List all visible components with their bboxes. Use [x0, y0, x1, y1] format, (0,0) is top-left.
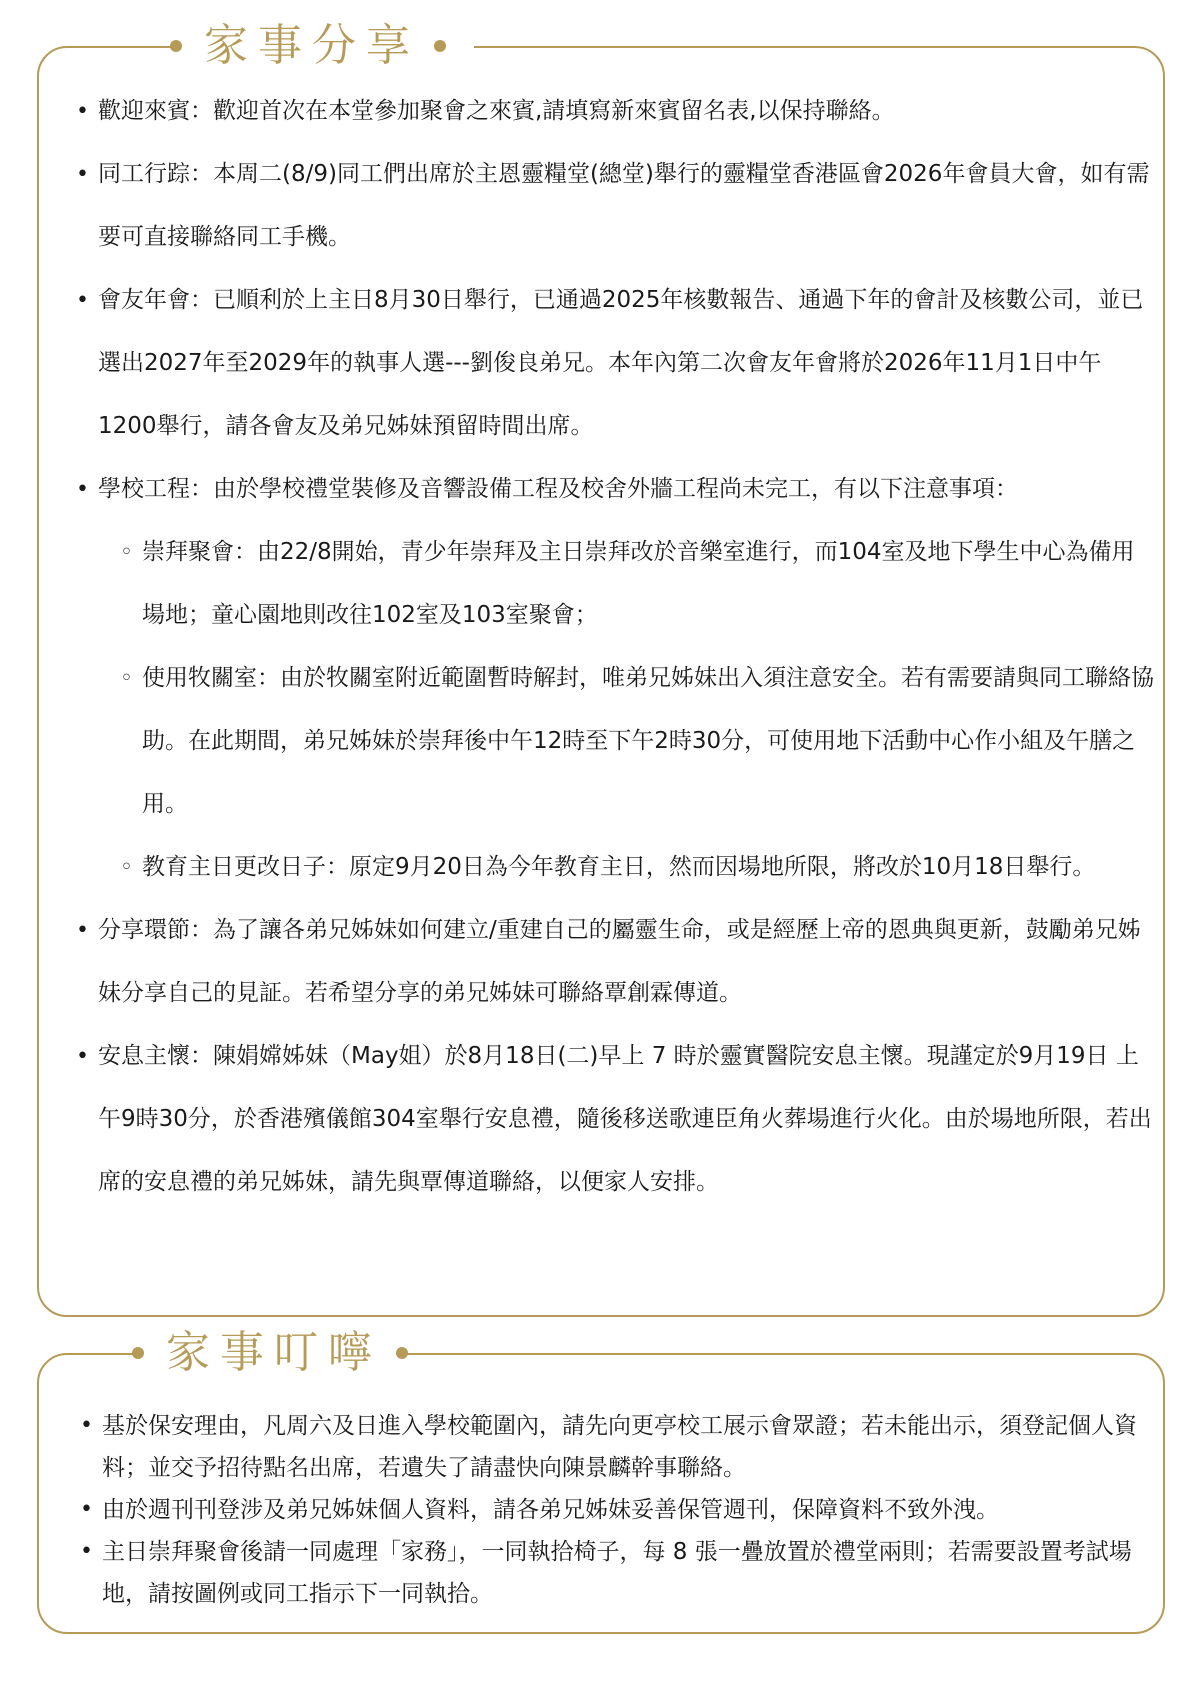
list-item	[76, 458, 1156, 899]
item-text: 學校工程：由於學校禮堂裝修及音響設備工程及校舍外牆工程尚未完工，有以下注意事項：	[98, 476, 1018, 502]
sub-list	[98, 521, 1156, 899]
sub-item-text: 教育主日更改日子：原定9月20日為今年教育主日，然而因場地所限，將改於10月18日舉行。	[142, 854, 1096, 880]
sub-item-text: 使用牧關室：由於牧關室附近範圍暫時解封，唯弟兄姊妹出入須注意安全。若有需要請與同工聯絡協助。在此期間，弟兄姊妹於崇拜後中午12時至下午2時30分，可使用地下活動中心作小組及午膳之用。	[142, 665, 1154, 817]
item-text: 基於保安理由，凡周六及日進入學校範圍內，請先向更亭校工展示會眾證；若未能出示，須登記個人資料；並交予招待點名出席，若遺失了請盡快向陳景麟幹事聯絡。	[102, 1413, 1137, 1481]
item-text: 主日崇拜聚會後請一同處理「家務」，一同執拾椅子，每 8 張一疊放置於禮堂兩則；若需要設置考試場地，請按圖例或同工指示下一同執拾。	[102, 1539, 1132, 1607]
section-title-bar	[132, 1323, 408, 1383]
title-dot-right	[396, 1347, 408, 1359]
title-dot-left	[132, 1347, 144, 1359]
list-item	[80, 1489, 1150, 1531]
sub-list-item	[98, 836, 1156, 899]
list-item	[76, 269, 1156, 458]
item-text: 分享環節：為了讓各弟兄姊妹如何建立/重建自己的屬靈生命，或是經歷上帝的恩典與更新，鼓勵弟兄姊妹分享自己的見証。若希望分享的弟兄姊妹可聯絡覃創霖傳道。	[98, 917, 1141, 1006]
item-text: 會友年會：已順利於上主日8月30日舉行，已通過2025年核數報告、通過下年的會計及核數公司，並已選出2027年至2029年的執事人選---劉俊良弟兄。本年內第二次會友年會將於2026年11月1日中午1200舉行，請各會友及弟兄姊妹預留時間出席。	[98, 287, 1144, 439]
list-item	[80, 1405, 1150, 1489]
section-title: 家事叮嚀	[144, 1323, 396, 1383]
section-title: 家事分享	[182, 16, 434, 76]
item-text: 歡迎來賓：歡迎首次在本堂參加聚會之來賓,請填寫新來賓留名表,以保持聯絡。	[98, 98, 895, 124]
list-item	[76, 899, 1156, 1025]
reminder-list	[80, 1405, 1150, 1615]
item-text: 由於週刊刊登涉及弟兄姊妹個人資料，請各弟兄姊妹妥善保管週刊，保障資料不致外洩。	[102, 1497, 999, 1523]
list-item	[76, 80, 1156, 143]
title-dot-left	[170, 40, 182, 52]
sub-list-item	[98, 647, 1156, 836]
item-text: 同工行踪：本周二(8/9)同工們出席於主恩靈糧堂(總堂)舉行的靈糧堂香港區會2026年會員大會，如有需要可直接聯絡同工手機。	[98, 161, 1150, 250]
list-item	[80, 1531, 1150, 1615]
list-item	[76, 143, 1156, 269]
section-title-bar	[170, 16, 446, 76]
title-dot-right	[434, 40, 446, 52]
announcement-list	[76, 80, 1156, 1214]
sub-list-item	[98, 521, 1156, 647]
list-item	[76, 1025, 1156, 1214]
item-text: 安息主懷：陳娟嫦姊妹（May姐）於8月18日(二)早上 7 時於靈實醫院安息主懷。現謹定於9月19日 上午9時30分，於香港殯儀館304室舉行安息禮，隨後移送歌連臣角火葬場進行火化。由於場地所限，若出席的安息禮的弟兄姊妹，請先與覃傳道聯絡，以便家人安排。	[98, 1043, 1152, 1195]
sub-item-text: 崇拜聚會：由22/8開始，青少年崇拜及主日崇拜改於音樂室進行，而104室及地下學生中心為備用場地；童心園地則改往102室及103室聚會；	[142, 539, 1135, 628]
